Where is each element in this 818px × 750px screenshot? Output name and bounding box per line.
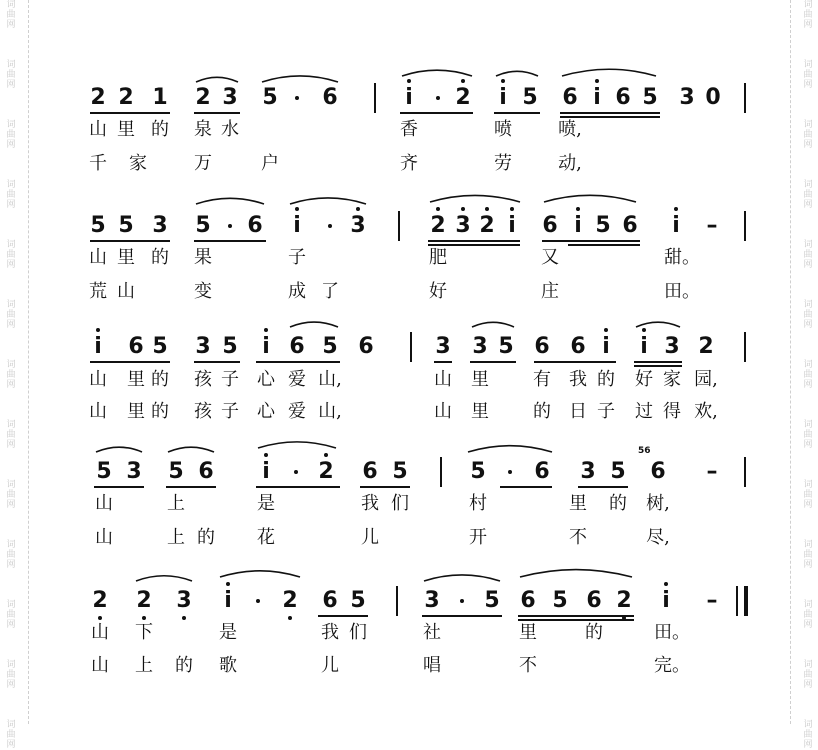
jianpu-note: 3 <box>679 85 695 110</box>
lyric-char: 又 <box>541 247 559 268</box>
watermark-text: 词 曲 网 <box>6 660 16 690</box>
lyric-char: 心 <box>257 369 275 390</box>
lyric-char: 里 <box>569 493 587 514</box>
jianpu-note: 2 <box>118 85 134 110</box>
slur <box>262 76 338 82</box>
barline <box>398 211 400 241</box>
slur <box>424 575 500 581</box>
slur <box>562 69 656 76</box>
beam-underline <box>578 486 628 488</box>
beam-underline <box>90 361 170 363</box>
jianpu-note: 6 <box>534 459 550 484</box>
jianpu-note: 5 <box>152 334 168 359</box>
slur <box>196 198 264 204</box>
jianpu-note: 5 <box>90 213 106 238</box>
lyric-char: 劳 <box>494 153 512 174</box>
high-octave-dot <box>674 207 678 211</box>
watermark-text: 词 曲 网 <box>803 180 813 210</box>
jianpu-note: 2 <box>92 588 108 613</box>
lyric-char: 子 <box>221 401 239 422</box>
jianpu-note: 5 <box>610 459 626 484</box>
lyric-char: 家 <box>129 153 147 174</box>
jianpu-note: 6 <box>198 459 214 484</box>
slur <box>496 71 538 76</box>
barline <box>374 83 376 113</box>
jianpu-note: 5 <box>498 334 514 359</box>
beam-underline <box>166 486 216 488</box>
lyric-char: 里 <box>471 369 489 390</box>
jianpu-note: 6 <box>542 213 558 238</box>
lyric-char: 好 <box>429 281 447 302</box>
lyric-char: 爱 <box>288 401 306 422</box>
lyric-char: 山 <box>89 369 107 390</box>
jianpu-note: 3 <box>664 334 680 359</box>
barline <box>736 586 738 616</box>
augmentation-dot <box>436 96 440 100</box>
watermark-text: 词 曲 网 <box>803 660 813 690</box>
watermark-text: 词 曲 网 <box>803 60 813 90</box>
watermark-text: 词 曲 网 <box>6 180 16 210</box>
jianpu-note: – <box>706 459 718 484</box>
barline <box>396 586 398 616</box>
lyric-char: 歌 <box>219 655 237 676</box>
jianpu-note: 6 <box>247 213 263 238</box>
jianpu-note: 6 <box>586 588 602 613</box>
lyric-char: 动, <box>558 153 582 174</box>
lyric-char: 田。 <box>664 281 700 302</box>
slur <box>258 442 336 448</box>
lyric-char: 山 <box>91 622 109 643</box>
jianpu-note: – <box>706 588 718 613</box>
lyric-char: 山 <box>117 281 135 302</box>
augmentation-dot <box>228 224 232 228</box>
augmentation-dot <box>328 224 332 228</box>
lyric-char: 的 <box>609 493 627 514</box>
jianpu-note: i <box>593 85 601 110</box>
jianpu-note: 5 <box>642 85 658 110</box>
jianpu-note: i <box>499 85 507 110</box>
lyric-char: 村 <box>469 493 487 514</box>
jianpu-note: 2 <box>698 334 714 359</box>
jianpu-note: 2 <box>136 588 152 613</box>
beam-underline <box>500 486 552 488</box>
jianpu-note: i <box>508 213 516 238</box>
jianpu-note: 5 <box>322 334 338 359</box>
lyric-char: 喷, <box>558 119 582 140</box>
jianpu-note: 5 <box>522 85 538 110</box>
jianpu-note: 6 <box>562 85 578 110</box>
lyric-char: 里 <box>117 247 135 268</box>
lyric-char: 上 <box>135 655 153 676</box>
beam-underline <box>90 240 170 242</box>
jianpu-note: 6 <box>520 588 536 613</box>
watermark-text: 词 曲 网 <box>6 720 16 750</box>
jianpu-note: 6 <box>362 459 378 484</box>
slur <box>402 70 472 76</box>
augmentation-dot <box>460 599 464 603</box>
watermark-text: 词 曲 网 <box>803 360 813 390</box>
beam-underline <box>94 486 144 488</box>
jianpu-note: 6 <box>322 85 338 110</box>
lyric-char: 荒 <box>89 281 107 302</box>
lyric-char: 千 <box>89 153 107 174</box>
beam-underline <box>256 486 340 488</box>
lyric-char: 不 <box>519 655 537 676</box>
beam-underline <box>542 240 640 242</box>
jianpu-note: 3 <box>580 459 596 484</box>
lyric-char: 庄 <box>541 281 559 302</box>
jianpu-note: 2 <box>90 85 106 110</box>
lyric-char: 成 <box>288 281 306 302</box>
beam-underline <box>194 112 240 114</box>
jianpu-note: 3 <box>424 588 440 613</box>
lyric-char: 里 <box>117 119 135 140</box>
lyric-char: 好 <box>635 369 653 390</box>
lyric-char: 水 <box>221 119 239 140</box>
lyric-char: 果 <box>194 247 212 268</box>
watermark-text: 词 曲 网 <box>6 60 16 90</box>
lyric-char: 山 <box>95 527 113 548</box>
beam-underline <box>518 615 634 617</box>
lyric-char: 山, <box>318 401 342 422</box>
high-octave-dot <box>604 328 608 332</box>
lyric-char: 山 <box>434 401 452 422</box>
jianpu-note: i <box>405 85 413 110</box>
beam-underline <box>560 112 660 114</box>
watermark-text: 词 曲 网 <box>6 360 16 390</box>
jianpu-note: i <box>262 334 270 359</box>
slur <box>290 322 338 327</box>
beam-underline <box>194 361 240 363</box>
beam-underline <box>256 361 340 363</box>
jianpu-note: 3 <box>152 213 168 238</box>
lyric-char: 的 <box>197 527 215 548</box>
augmentation-dot <box>256 599 260 603</box>
jianpu-note: i <box>224 588 232 613</box>
lyric-char: 的 <box>597 369 615 390</box>
jianpu-note: 5 <box>470 459 486 484</box>
jianpu-note: 5 <box>484 588 500 613</box>
beam-underline <box>634 361 682 363</box>
jianpu-note: 5 <box>118 213 134 238</box>
beam-underline <box>422 615 502 617</box>
lyric-char: 的 <box>151 401 169 422</box>
lyric-char: 开 <box>469 527 487 548</box>
lyric-char: 孩 <box>194 369 212 390</box>
jianpu-note: – <box>706 213 718 238</box>
jianpu-note: i <box>574 213 582 238</box>
low-octave-dot <box>288 616 292 620</box>
jianpu-note: 5 <box>392 459 408 484</box>
lyric-char: 户 <box>261 153 279 174</box>
slur <box>472 322 514 327</box>
lyric-char: 我 <box>569 369 587 390</box>
barline <box>440 457 442 487</box>
lyric-char: 的 <box>151 119 169 140</box>
jianpu-note: 6 <box>570 334 586 359</box>
lyric-char: 儿 <box>361 527 379 548</box>
grace-notes: 56 <box>638 446 651 456</box>
watermark-text: 词 曲 网 <box>6 480 16 510</box>
low-octave-dot <box>182 616 186 620</box>
jianpu-note: 5 <box>168 459 184 484</box>
lyric-char: 过 <box>635 401 653 422</box>
watermark-text: 词 曲 网 <box>803 120 813 150</box>
watermark-text: 词 曲 网 <box>803 540 813 570</box>
lyric-char: 的 <box>175 655 193 676</box>
jianpu-note: 3 <box>222 85 238 110</box>
watermark-text: 词 曲 网 <box>6 420 16 450</box>
jianpu-note: 3 <box>195 334 211 359</box>
lyric-char: 不 <box>569 527 587 548</box>
watermark-text: 词 曲 网 <box>6 540 16 570</box>
slur <box>520 570 632 577</box>
lyric-char: 唱 <box>423 655 441 676</box>
augmentation-dot <box>294 470 298 474</box>
jianpu-note: 1 <box>152 85 168 110</box>
barline <box>410 332 412 362</box>
jianpu-note: i <box>662 588 670 613</box>
barline <box>744 332 746 362</box>
lyric-char: 田。 <box>654 622 690 643</box>
jianpu-note: i <box>94 334 102 359</box>
high-octave-dot <box>356 207 360 211</box>
lyric-char: 我 <box>361 493 379 514</box>
watermark-text: 词 曲 网 <box>6 600 16 630</box>
high-octave-dot <box>407 79 411 83</box>
jianpu-note: 3 <box>126 459 142 484</box>
lyric-char: 子 <box>288 247 306 268</box>
jianpu-note: 3 <box>435 334 451 359</box>
lyric-char: 社 <box>423 622 441 643</box>
lyric-char: 有 <box>533 369 551 390</box>
watermark-text: 词 曲 网 <box>803 0 813 30</box>
lyric-char: 喷 <box>494 119 512 140</box>
jianpu-note: 6 <box>622 213 638 238</box>
jianpu-note: 2 <box>282 588 298 613</box>
lyric-char: 欢, <box>694 401 718 422</box>
lyric-char: 们 <box>391 493 409 514</box>
lyric-char: 是 <box>257 493 275 514</box>
lyric-char: 甜。 <box>664 247 700 268</box>
high-octave-dot <box>96 328 100 332</box>
watermark-text: 词 曲 网 <box>6 300 16 330</box>
beam-underline <box>434 361 452 363</box>
lyric-char: 变 <box>194 281 212 302</box>
lyric-char: 上 <box>167 527 185 548</box>
lyric-char: 下 <box>135 622 153 643</box>
jianpu-note: 5 <box>96 459 112 484</box>
lyric-char: 日 <box>569 401 587 422</box>
lyric-char: 山 <box>95 493 113 514</box>
jianpu-note: 6 <box>615 85 631 110</box>
jianpu-note: i <box>640 334 648 359</box>
jianpu-note: 6 <box>534 334 550 359</box>
high-octave-dot <box>295 207 299 211</box>
high-octave-dot <box>461 207 465 211</box>
lyric-char: 爱 <box>288 369 306 390</box>
lyric-char: 我 <box>321 622 339 643</box>
lyric-char: 了 <box>321 281 339 302</box>
jianpu-note: 3 <box>176 588 192 613</box>
lyric-char: 园, <box>694 369 718 390</box>
barline <box>744 586 748 616</box>
lyric-char: 山 <box>91 655 109 676</box>
jianpu-note: 2 <box>430 213 446 238</box>
lyric-char: 里 <box>127 401 145 422</box>
lyric-char: 山, <box>318 369 342 390</box>
beam-underline <box>318 615 368 617</box>
jianpu-note: 6 <box>128 334 144 359</box>
jianpu-note: i <box>293 213 301 238</box>
lyric-char: 是 <box>219 622 237 643</box>
watermark-text: 词 曲 网 <box>6 240 16 270</box>
lyric-char: 山 <box>89 119 107 140</box>
jianpu-note: 6 <box>358 334 374 359</box>
lyric-char: 里 <box>471 401 489 422</box>
lyric-char: 心 <box>257 401 275 422</box>
watermark-text: 词 曲 网 <box>6 120 16 150</box>
augmentation-dot <box>508 470 512 474</box>
beam-underline <box>194 240 266 242</box>
slur <box>468 446 552 452</box>
high-octave-dot <box>510 207 514 211</box>
watermark-text: 词 曲 网 <box>803 720 813 750</box>
lyric-char: 山 <box>434 369 452 390</box>
jianpu-note: 2 <box>455 85 471 110</box>
slur <box>136 576 192 581</box>
jianpu-note: 3 <box>472 334 488 359</box>
lyric-char: 的 <box>151 369 169 390</box>
lyric-char: 万 <box>194 153 212 174</box>
jianpu-note: 5 <box>195 213 211 238</box>
lyric-char: 子 <box>597 401 615 422</box>
lyric-char: 的 <box>151 247 169 268</box>
slur <box>196 77 238 82</box>
lyric-char: 的 <box>533 401 551 422</box>
jianpu-note: 2 <box>318 459 334 484</box>
lyric-char: 得 <box>663 401 681 422</box>
jianpu-note: 2 <box>616 588 632 613</box>
lyric-char: 齐 <box>400 153 418 174</box>
jianpu-note: i <box>602 334 610 359</box>
low-octave-dot <box>98 616 102 620</box>
lyric-char: 肥 <box>429 247 447 268</box>
slur <box>636 322 680 327</box>
barline <box>744 457 746 487</box>
high-octave-dot <box>664 582 668 586</box>
lyric-char: 完。 <box>654 655 690 676</box>
slur <box>220 571 300 577</box>
lyric-char: 上 <box>167 493 185 514</box>
augmentation-dot <box>295 96 299 100</box>
lyric-char: 山 <box>89 401 107 422</box>
beam-underline <box>534 361 616 363</box>
beam-underline <box>400 112 473 114</box>
jianpu-note: 6 <box>650 459 666 484</box>
high-octave-dot <box>642 328 646 332</box>
high-octave-dot <box>226 582 230 586</box>
beam-underline <box>568 244 640 246</box>
lyric-char: 子 <box>221 369 239 390</box>
lyric-char: 尽, <box>646 527 670 548</box>
beam-underline <box>518 619 634 621</box>
jianpu-note: 3 <box>455 213 471 238</box>
beam-underline <box>494 112 540 114</box>
jianpu-note: 5 <box>222 334 238 359</box>
beam-underline <box>360 486 410 488</box>
jianpu-note: 5 <box>350 588 366 613</box>
slur <box>168 447 214 452</box>
slur <box>544 195 636 202</box>
lyric-char: 树, <box>646 493 670 514</box>
lyric-char: 山 <box>89 247 107 268</box>
lyric-char: 泉 <box>194 119 212 140</box>
low-octave-dot <box>142 616 146 620</box>
high-octave-dot <box>324 453 328 457</box>
lyric-char: 花 <box>257 527 275 548</box>
slur <box>96 447 142 452</box>
high-octave-dot <box>501 79 505 83</box>
barline <box>744 211 746 241</box>
jianpu-note: 3 <box>350 213 366 238</box>
watermark-text: 词 曲 网 <box>803 480 813 510</box>
jianpu-note: 2 <box>195 85 211 110</box>
jianpu-note: i <box>672 213 680 238</box>
high-octave-dot <box>485 207 489 211</box>
high-octave-dot <box>595 79 599 83</box>
jianpu-note: 5 <box>595 213 611 238</box>
jianpu-note: 6 <box>322 588 338 613</box>
lyric-char: 儿 <box>321 655 339 676</box>
beam-underline <box>470 361 516 363</box>
jianpu-note: 5 <box>552 588 568 613</box>
jianpu-note: 6 <box>289 334 305 359</box>
beam-underline <box>634 365 682 367</box>
watermark-text: 词 曲 网 <box>803 600 813 630</box>
jianpu-note: 5 <box>262 85 278 110</box>
jianpu-note: 2 <box>479 213 495 238</box>
beam-underline <box>428 240 520 242</box>
barline <box>744 83 746 113</box>
beam-underline <box>428 244 520 246</box>
jianpu-note: i <box>262 459 270 484</box>
lyric-char: 们 <box>349 622 367 643</box>
high-octave-dot <box>576 207 580 211</box>
slur <box>430 195 520 202</box>
lyric-char: 家 <box>663 369 681 390</box>
watermark-text: 词 曲 网 <box>803 420 813 450</box>
lyric-char: 孩 <box>194 401 212 422</box>
watermark-text: 词 曲 网 <box>6 0 16 30</box>
high-octave-dot <box>264 328 268 332</box>
lyric-char: 的 <box>585 622 603 643</box>
high-octave-dot <box>461 79 465 83</box>
high-octave-dot <box>264 453 268 457</box>
high-octave-dot <box>436 207 440 211</box>
lyric-char: 里 <box>519 622 537 643</box>
lyric-char: 香 <box>400 119 418 140</box>
jianpu-note: 0 <box>705 85 721 110</box>
watermark-text: 词 曲 网 <box>803 300 813 330</box>
lyric-char: 里 <box>127 369 145 390</box>
watermark-text: 词 曲 网 <box>803 240 813 270</box>
beam-underline <box>90 112 170 114</box>
beam-underline <box>560 116 660 118</box>
slur <box>290 198 366 204</box>
